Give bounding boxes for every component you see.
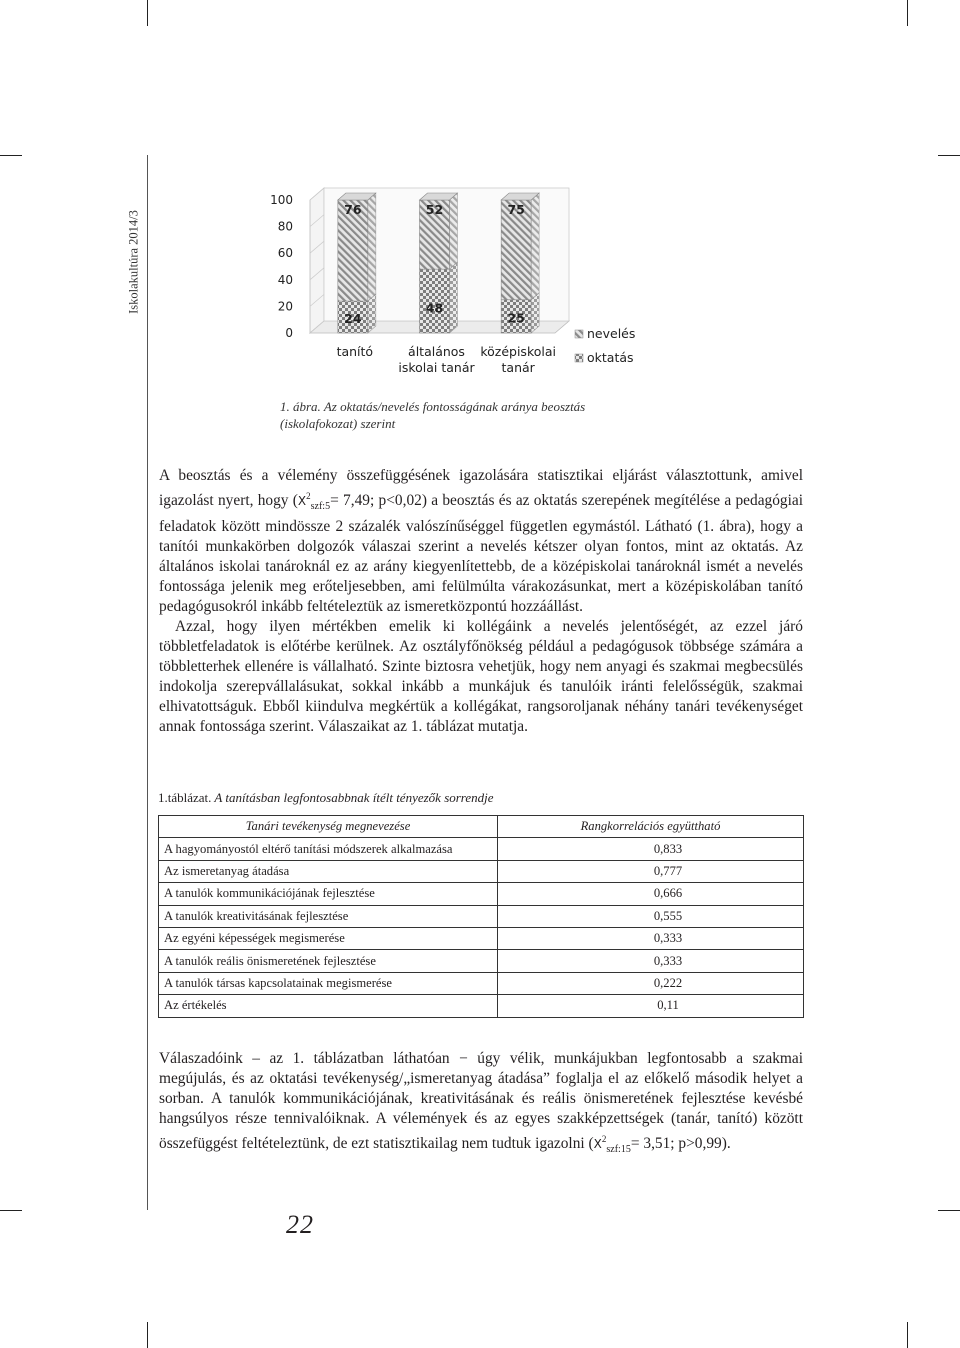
y-tick-label: 0	[285, 326, 293, 340]
activity-cell: A tanulók kommunikációjának fejlesztése	[159, 883, 498, 905]
paragraph: Azzal, hogy ilyen mértékben emelik ki kollégáink a nevelés jelentőségét, az ezzel járó többletfeladatok is előtérbe kerülnek. Az osztályfőnökség például a pedagógusok többsége számára a többletterhek ellenére is vállalható. Szinte biztosra vehetjük, hogy nem anyagi és szakmai megbecsülés indokolja szerepvállalásukat, sokkal inkább a munkájuk és tanulóik iránti felelősségük, szakmai elhivatottságuk. Ebből kiindulva megkértük a kollégákat, rangsoroljanak néhány tanári tevékenységet annak fontossága szerint. Válaszaikat az 1. táblázat mutatja.	[159, 618, 803, 735]
value-cell: 0,333	[498, 927, 804, 949]
y-tick-label: 60	[277, 246, 293, 261]
value-cell: 0,222	[498, 972, 804, 994]
data-label: 52	[425, 202, 444, 217]
subscript: szf:5	[310, 501, 331, 512]
bar-side	[531, 193, 539, 300]
figure-caption-line1: 1. ábra. Az oktatás/nevelés fontosságának aránya beosztás	[280, 399, 586, 414]
activity-cell: Az egyéni képességek megismerése	[159, 927, 498, 949]
journal-side-label: Iskolakultúra 2014/3	[126, 210, 141, 314]
value-cell: 0,333	[498, 950, 804, 972]
value-cell: 0,777	[498, 860, 804, 882]
activity-cell: Az ismeretanyag átadása	[159, 860, 498, 882]
data-label: 48	[425, 300, 444, 316]
column-header: Rangkorrelációs együttható	[498, 816, 804, 838]
superscript: 2	[306, 491, 311, 501]
table-header-row	[159, 816, 804, 838]
bar-side	[450, 193, 458, 269]
crop-mark	[0, 155, 22, 156]
bar-side	[450, 262, 458, 333]
ranking-table	[158, 815, 804, 1018]
table-row	[159, 995, 804, 1017]
page-number: 22	[286, 1210, 314, 1239]
activity-cell: A tanulók társas kapcsolatainak megismerése	[159, 972, 498, 994]
body-text-1	[159, 466, 803, 737]
table-row	[159, 838, 804, 860]
y-tick-label: 20	[277, 299, 293, 314]
chart-side-wall	[310, 188, 324, 333]
crop-mark	[938, 155, 960, 156]
y-tick-label: 100	[270, 193, 293, 207]
table-row	[159, 950, 804, 972]
x-tick-label: általános	[408, 344, 465, 359]
table-row	[159, 905, 804, 927]
table-title-text: A tanításban legfontosabbnak ítélt tényezők sorrendje	[211, 790, 494, 805]
crop-mark	[907, 0, 908, 26]
data-label: 25	[507, 310, 525, 326]
table-title-prefix: 1.táblázat.	[158, 790, 212, 805]
column-header: Tanári tevékenység megnevezése	[159, 816, 498, 838]
data-label: 76	[344, 202, 362, 217]
x-tick-label: tanító	[336, 344, 374, 359]
crop-mark	[147, 1322, 148, 1348]
activity-cell: A tanulók reális önismeretének fejlesztése	[159, 950, 498, 972]
paragraph: A beosztás és a vélemény összefüggésének igazolására statisztikai eljárást választottunk, amivel igazolást nyert, hogy ($X^2_{szf:5}= 7,49$; p<0,02) a beosztás és az oktatás szerepének megítélése a pedagógiai feladatok között mindössze 2 százalék valószínűséggel független egymástól. Látható (1. ábra), hogy a tanítói munkakörben dolgozók válaszai szerint a nevelés kétszer olyan fontos, mint az oktatás. Az általános iskolai tanároknál ez az arány kiegyenlítettebb, de a középiskolai tanároknál ismét a nevelés fontossága jelenik meg erőteljesebben, ami felülmúlta várakozásunkat, mert a középiskolában tanító pedagógusokról inkább feltételeztük az ismeretközpontú hozzáállást.	[159, 467, 803, 615]
crop-mark	[907, 1322, 908, 1348]
subscript: szf:15	[606, 1144, 631, 1155]
x-tick-label: iskolai tanár	[398, 360, 475, 375]
figure-caption	[280, 398, 680, 432]
bar-side	[368, 193, 376, 301]
legend-swatch	[575, 330, 583, 338]
x-tick-label: középiskolai	[480, 344, 557, 359]
legend-label: oktatás	[587, 350, 634, 365]
superscript: 2	[601, 1134, 607, 1144]
value-cell: 0,833	[498, 838, 804, 860]
value-cell: 0,555	[498, 905, 804, 927]
table-row	[159, 883, 804, 905]
chi-symbol: Χ	[297, 494, 307, 508]
activity-cell: A hagyományostól eltérő tanítási módszerek alkalmazása	[159, 838, 498, 860]
activity-cell: Az értékelés	[159, 995, 498, 1017]
table-row	[159, 927, 804, 949]
margin-rule	[147, 155, 148, 1210]
table-row	[159, 972, 804, 994]
data-label: 75	[507, 202, 525, 217]
legend-label: nevelés	[587, 326, 636, 341]
figure-caption-line2: (iskolafokozat) szerint	[280, 416, 396, 431]
table-row	[159, 860, 804, 882]
legend-swatch	[575, 354, 583, 362]
stacked-bar-chart	[255, 170, 655, 385]
value-cell: 0,666	[498, 883, 804, 905]
y-tick-label: 80	[277, 219, 293, 234]
chi-symbol: Χ	[593, 1137, 602, 1151]
paragraph: Válaszadóink – az 1. táblázatban láthatóan − úgy vélik, munkájukban legfontosabb a szakmai megújulás, és az oktatási tevékenység/„ismeretanyag átadása” foglalja el az előkelő második helyet a sorban. A tanulók kommunikációjának, kreativitásának és reális önismeretének fejlesztése kevésbé hangsúlyos része tennivalóiknak. A vélemények és az egyes szakképzettségek (tanár, tanító) között összefüggést feltételeztünk, de ezt statisztikailag nem tudtuk igazolni ($X^2_{szf:15}= 3,51$; p>0,99).	[159, 1050, 803, 1155]
value-cell: 0,11	[498, 995, 804, 1017]
data-label: 24	[344, 310, 362, 326]
body-text-2	[159, 1049, 803, 1160]
y-tick-label: 40	[277, 272, 293, 287]
crop-mark	[147, 0, 148, 26]
table-title	[158, 790, 494, 806]
crop-mark	[938, 1210, 960, 1211]
crop-mark	[0, 1210, 22, 1211]
activity-cell: A tanulók kreativitásának fejlesztése	[159, 905, 498, 927]
x-tick-label: tanár	[501, 360, 535, 375]
